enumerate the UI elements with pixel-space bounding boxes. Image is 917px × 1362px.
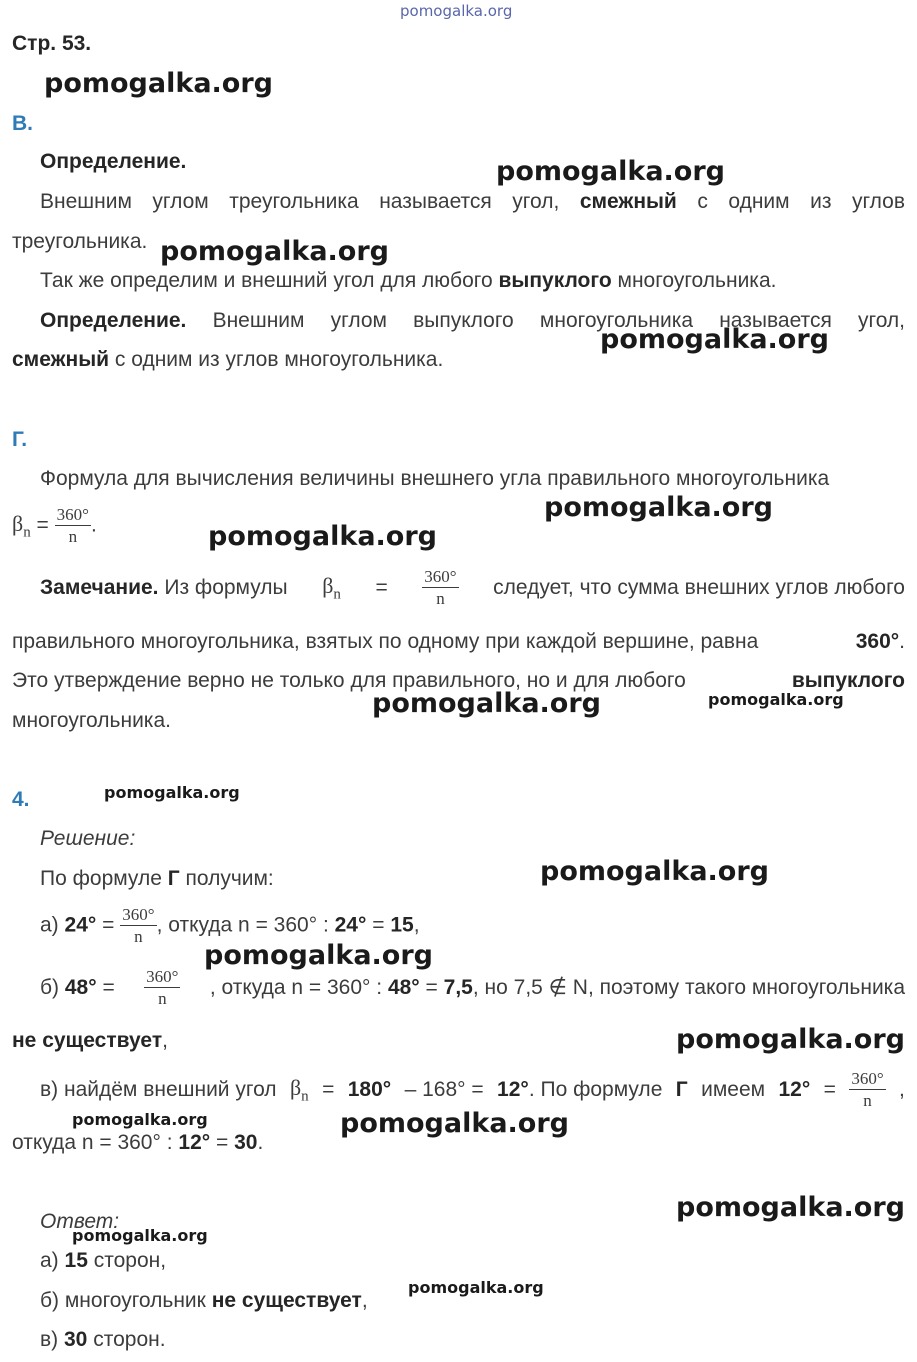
definition-title: Определение. bbox=[40, 150, 187, 173]
watermark: pomogalka.org bbox=[708, 690, 844, 709]
answer-b: б) многоугольник не существует, bbox=[40, 1289, 368, 1312]
watermark: pomogalka.org bbox=[676, 1024, 905, 1055]
solution-b: б) 48° = $\frac{360^\circ}{n}$ , откуда n = 360° : 48° = 7,5, но 7,5 ∉ N, поэтому такого многоугольника bbox=[40, 967, 905, 1009]
note-line-3: Это утверждение верно не только для правильного, но и для любого выпуклого bbox=[12, 669, 905, 692]
watermark: pomogalka.org bbox=[544, 492, 773, 523]
section-label-v: В. bbox=[12, 112, 33, 135]
watermark-top: pomogalka.org bbox=[400, 2, 513, 20]
section-label-g: Г. bbox=[12, 428, 28, 451]
solution-title: Решение: bbox=[40, 827, 136, 850]
watermark: pomogalka.org bbox=[104, 783, 240, 802]
answer-title: Ответ: bbox=[40, 1210, 120, 1233]
watermark: pomogalka.org bbox=[372, 688, 601, 719]
watermark: pomogalka.org bbox=[72, 1110, 208, 1129]
watermark: pomogalka.org bbox=[600, 324, 829, 355]
formula-description: Формула для вычисления величины внешнего угла правильного многоугольника bbox=[40, 467, 830, 490]
page-number: Стр. 53. bbox=[12, 32, 92, 55]
watermark: pomogalka.org bbox=[340, 1108, 569, 1139]
solution-b-cont: не существует, bbox=[12, 1029, 168, 1052]
watermark: pomogalka.org bbox=[408, 1278, 544, 1297]
watermark: pomogalka.org bbox=[160, 236, 389, 267]
watermark: pomogalka.org bbox=[72, 1226, 208, 1245]
watermark: pomogalka.org bbox=[540, 856, 769, 887]
watermark: pomogalka.org bbox=[44, 68, 273, 99]
solution-intro: По формуле Г получим: bbox=[40, 867, 274, 890]
definition-2-cont: смежный с одним из углов многоугольника. bbox=[12, 348, 444, 371]
solution-v-cont: откуда n = 360° : 12° = 30. bbox=[12, 1131, 264, 1154]
watermark: pomogalka.org bbox=[208, 521, 437, 552]
watermark: pomogalka.org bbox=[496, 156, 725, 187]
answer-v: в) 30 сторон. bbox=[40, 1328, 166, 1351]
formula: $\beta_n$ = $\frac{360^\circ}{n}$ . bbox=[12, 505, 97, 547]
paragraph: Так же определим и внешний угол для любого выпуклого многоугольника. bbox=[40, 269, 777, 292]
solution-a: а) 24° = $\frac{360^\circ}{n}$ , откуда n = 360° : 24° = 15, bbox=[40, 905, 420, 947]
definition-text: Внешним углом треугольника называется угол, смежный с одним из углов bbox=[40, 190, 905, 213]
solution-v: в) найдём внешний угол $\beta_n$ = 180° – 168° = 12°. По формуле Г имеем 12° = $\frac{360^\circ}{n}$ , bbox=[40, 1069, 905, 1111]
note-line-1: Замечание. Из формулы $\beta_n$ = $\frac{360^\circ}{n}$ следует, что сумма внешних углов любого bbox=[40, 567, 905, 609]
watermark: pomogalka.org bbox=[204, 940, 433, 971]
answer-a: а) 15 сторон, bbox=[40, 1249, 167, 1272]
task-label-4: 4. bbox=[12, 788, 30, 811]
definition-2: Определение. Внешним углом выпуклого многоугольника называется угол, bbox=[40, 309, 905, 332]
watermark: pomogalka.org bbox=[676, 1192, 905, 1223]
note-line-4: многоугольника. bbox=[12, 709, 171, 732]
definition-text-cont: треугольника. bbox=[12, 230, 148, 253]
note-line-2: правильного многоугольника, взятых по одному при каждой вершине, равна 360°. bbox=[12, 630, 905, 653]
